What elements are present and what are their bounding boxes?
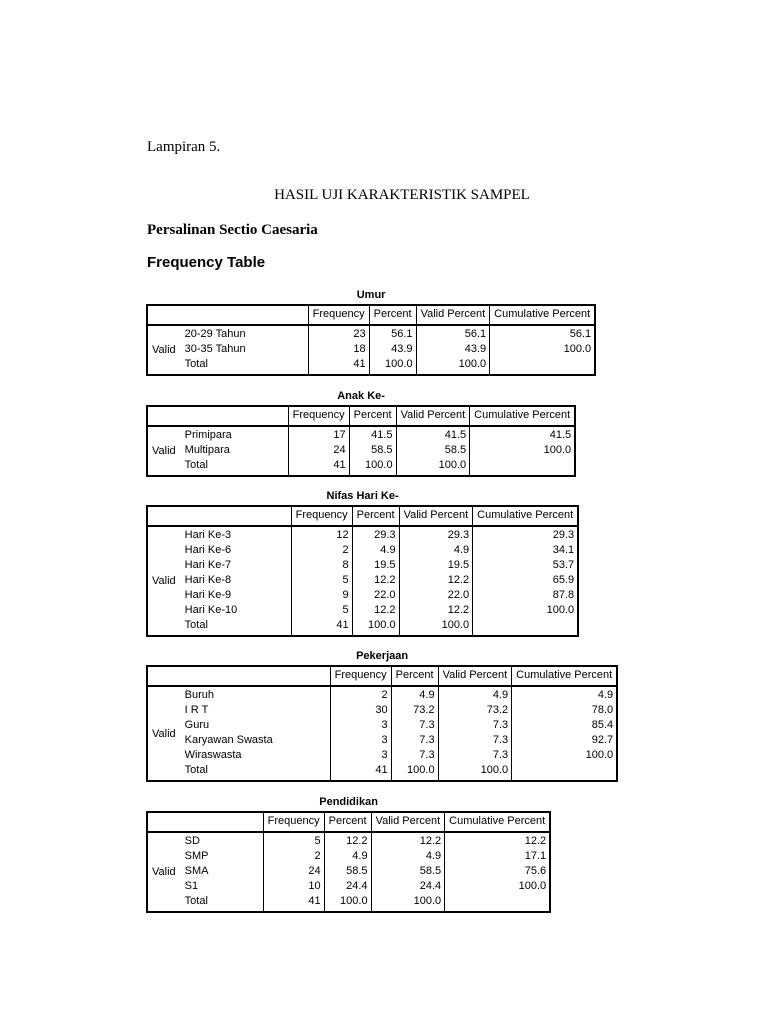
cumulative-percent-cell: 75.6 <box>445 864 551 879</box>
valid-percent-cell: 22.0 <box>399 588 473 603</box>
frequency-table <box>146 304 596 376</box>
valid-percent-cell: 43.9 <box>416 342 490 357</box>
table-row <box>147 748 617 763</box>
valid-label: Valid <box>152 575 176 587</box>
percent-cell: 4.9 <box>352 543 399 558</box>
table-row <box>147 686 617 703</box>
appendix-label: Lampiran 5. <box>147 139 221 155</box>
frequency-cell: 2 <box>263 849 324 864</box>
frequency-cell: 18 <box>308 342 369 357</box>
valid-percent-cell: 4.9 <box>399 543 473 558</box>
total-row <box>147 894 550 912</box>
percent-cell: 100.0 <box>352 618 399 636</box>
valid-percent-cell: 7.3 <box>438 748 512 763</box>
table-title: Anak Ke- <box>337 390 385 402</box>
frequency-cell: 41 <box>330 763 391 781</box>
percent-cell: 4.9 <box>391 686 438 703</box>
percent-cell: 24.4 <box>324 879 371 894</box>
table-row <box>147 543 578 558</box>
column-header: Percent <box>352 506 399 526</box>
table-row <box>147 526 578 543</box>
valid-percent-cell: 12.2 <box>399 603 473 618</box>
column-header: Frequency <box>288 406 349 426</box>
frequency-cell: 17 <box>288 426 349 443</box>
valid-label: Valid <box>152 344 176 356</box>
column-header: Cumulative Percent <box>445 812 551 832</box>
table-row <box>147 603 578 618</box>
frequency-table <box>146 811 551 913</box>
valid-percent-cell: 19.5 <box>399 558 473 573</box>
percent-cell: 12.2 <box>352 603 399 618</box>
frequency-table <box>146 405 576 477</box>
frequency-table-block <box>146 490 579 637</box>
percent-cell: 100.0 <box>369 357 416 375</box>
percent-cell: 7.3 <box>391 718 438 733</box>
percent-cell: 12.2 <box>324 832 371 849</box>
cumulative-percent-cell <box>473 618 579 636</box>
category-label: SMA <box>184 865 209 877</box>
category-label: Total <box>184 895 208 907</box>
category-label: Karyawan Swasta <box>184 734 273 746</box>
frequency-table-block <box>146 796 551 913</box>
frequency-cell: 41 <box>263 894 324 912</box>
cumulative-percent-cell: 53.7 <box>473 558 579 573</box>
cumulative-percent-cell: 78.0 <box>512 703 618 718</box>
table-row <box>147 588 578 603</box>
column-header: Valid Percent <box>416 305 490 325</box>
table-row <box>147 426 575 443</box>
table-row <box>147 733 617 748</box>
cumulative-percent-cell <box>470 458 576 476</box>
column-header: Cumulative Percent <box>470 406 576 426</box>
table-title: Pendidikan <box>319 796 378 808</box>
category-label: Hari Ke-7 <box>184 559 232 571</box>
frequency-cell: 3 <box>330 718 391 733</box>
frequency-cell: 41 <box>291 618 352 636</box>
category-label: SMP <box>184 850 209 862</box>
total-row <box>147 618 578 636</box>
frequency-table-block <box>146 390 576 477</box>
cumulative-percent-cell <box>445 894 551 912</box>
valid-percent-cell: 100.0 <box>399 618 473 636</box>
valid-percent-cell: 7.3 <box>438 733 512 748</box>
table-row <box>147 573 578 588</box>
percent-cell: 58.5 <box>324 864 371 879</box>
valid-percent-cell: 100.0 <box>416 357 490 375</box>
category-label: I R T <box>184 704 209 716</box>
category-label: Buruh <box>184 689 215 701</box>
cumulative-percent-cell: 92.7 <box>512 733 618 748</box>
header-blank-cell <box>147 812 263 832</box>
table-row <box>147 864 550 879</box>
frequency-cell: 5 <box>291 573 352 588</box>
percent-cell: 58.5 <box>349 443 396 458</box>
table-header-row <box>147 506 578 526</box>
column-header: Cumulative Percent <box>490 305 596 325</box>
cumulative-percent-cell: 100.0 <box>512 748 618 763</box>
frequency-cell: 23 <box>308 325 369 342</box>
column-header: Valid Percent <box>399 506 473 526</box>
cumulative-percent-cell: 34.1 <box>473 543 579 558</box>
valid-label: Valid <box>152 866 176 878</box>
header-blank-cell <box>147 666 330 686</box>
valid-percent-cell: 58.5 <box>371 864 445 879</box>
column-header: Frequency <box>308 305 369 325</box>
cumulative-percent-cell: 29.3 <box>473 526 579 543</box>
percent-cell: 7.3 <box>391 748 438 763</box>
percent-cell: 73.2 <box>391 703 438 718</box>
percent-cell: 56.1 <box>369 325 416 342</box>
valid-label: Valid <box>152 445 176 457</box>
table-title: Pekerjaan <box>356 650 409 662</box>
total-row <box>147 357 595 375</box>
percent-cell: 41.5 <box>349 426 396 443</box>
frequency-cell: 8 <box>291 558 352 573</box>
frequency-cell: 12 <box>291 526 352 543</box>
table-header-row <box>147 305 595 325</box>
category-label: Total <box>184 358 208 370</box>
valid-percent-cell: 4.9 <box>371 849 445 864</box>
frequency-table-block <box>146 289 596 376</box>
frequency-table <box>146 665 618 782</box>
cumulative-percent-cell: 100.0 <box>445 879 551 894</box>
frequency-cell: 5 <box>263 832 324 849</box>
column-header: Valid Percent <box>438 666 512 686</box>
column-header: Percent <box>324 812 371 832</box>
percent-cell: 4.9 <box>324 849 371 864</box>
frequency-table-heading: Frequency Table <box>147 254 266 271</box>
category-label: S1 <box>184 880 199 892</box>
frequency-cell: 24 <box>288 443 349 458</box>
frequency-cell: 30 <box>330 703 391 718</box>
cumulative-percent-cell: 100.0 <box>473 603 579 618</box>
category-label: Wiraswasta <box>184 749 242 761</box>
valid-percent-cell: 100.0 <box>396 458 470 476</box>
table-row <box>147 879 550 894</box>
category-label: Primipara <box>184 429 232 441</box>
category-label: Total <box>184 764 208 776</box>
cumulative-percent-cell: 100.0 <box>490 342 596 357</box>
percent-cell: 43.9 <box>369 342 416 357</box>
category-label: 30-35 Tahun <box>184 343 246 355</box>
table-row <box>147 703 617 718</box>
cumulative-percent-cell: 12.2 <box>445 832 551 849</box>
percent-cell: 12.2 <box>352 573 399 588</box>
frequency-cell: 2 <box>330 686 391 703</box>
valid-percent-cell: 7.3 <box>438 718 512 733</box>
category-label: Hari Ke-9 <box>184 589 232 601</box>
valid-percent-cell: 73.2 <box>438 703 512 718</box>
cumulative-percent-cell: 17.1 <box>445 849 551 864</box>
cumulative-percent-cell: 41.5 <box>470 426 576 443</box>
cumulative-percent-cell: 85.4 <box>512 718 618 733</box>
cumulative-percent-cell: 65.9 <box>473 573 579 588</box>
percent-cell: 7.3 <box>391 733 438 748</box>
valid-percent-cell: 100.0 <box>438 763 512 781</box>
valid-percent-cell: 58.5 <box>396 443 470 458</box>
valid-percent-cell: 24.4 <box>371 879 445 894</box>
frequency-cell: 41 <box>288 458 349 476</box>
frequency-cell: 9 <box>291 588 352 603</box>
table-header-row <box>147 812 550 832</box>
percent-cell: 19.5 <box>352 558 399 573</box>
category-label: Hari Ke-6 <box>184 544 232 556</box>
percent-cell: 22.0 <box>352 588 399 603</box>
percent-cell: 100.0 <box>391 763 438 781</box>
column-header: Percent <box>391 666 438 686</box>
frequency-cell: 2 <box>291 543 352 558</box>
column-header: Cumulative Percent <box>512 666 618 686</box>
table-row <box>147 558 578 573</box>
frequency-table-block <box>146 650 618 782</box>
table-title: Umur <box>356 289 386 301</box>
column-header: Percent <box>369 305 416 325</box>
frequency-table <box>146 505 579 637</box>
category-label: SD <box>184 835 200 847</box>
table-row <box>147 832 550 849</box>
valid-percent-cell: 12.2 <box>399 573 473 588</box>
percent-cell: 100.0 <box>324 894 371 912</box>
cumulative-percent-cell <box>512 763 618 781</box>
cumulative-percent-cell: 100.0 <box>470 443 576 458</box>
category-label: 20-29 Tahun <box>184 328 246 340</box>
percent-cell: 29.3 <box>352 526 399 543</box>
valid-percent-cell: 100.0 <box>371 894 445 912</box>
table-row <box>147 342 595 357</box>
frequency-cell: 3 <box>330 748 391 763</box>
valid-percent-cell: 12.2 <box>371 832 445 849</box>
table-header-row <box>147 406 575 426</box>
category-label: Hari Ke-3 <box>184 529 232 541</box>
category-label: Hari Ke-10 <box>184 604 238 616</box>
column-header: Percent <box>349 406 396 426</box>
category-label: Guru <box>184 719 210 731</box>
frequency-cell: 10 <box>263 879 324 894</box>
category-label: Total <box>184 619 208 631</box>
valid-percent-cell: 56.1 <box>416 325 490 342</box>
column-header: Valid Percent <box>396 406 470 426</box>
table-title: Nifas Hari Ke- <box>326 490 399 502</box>
table-header-row <box>147 666 617 686</box>
cumulative-percent-cell: 87.8 <box>473 588 579 603</box>
column-header: Cumulative Percent <box>473 506 579 526</box>
header-blank-cell <box>147 406 288 426</box>
valid-percent-cell: 41.5 <box>396 426 470 443</box>
total-row <box>147 763 617 781</box>
table-row <box>147 849 550 864</box>
header-blank-cell <box>147 506 291 526</box>
table-row <box>147 325 595 342</box>
frequency-cell: 3 <box>330 733 391 748</box>
table-row <box>147 443 575 458</box>
cumulative-percent-cell: 4.9 <box>512 686 618 703</box>
valid-label: Valid <box>152 727 176 740</box>
valid-percent-cell: 29.3 <box>399 526 473 543</box>
header-blank-cell <box>147 305 308 325</box>
frequency-cell: 41 <box>308 357 369 375</box>
valid-percent-cell: 4.9 <box>438 686 512 703</box>
page-title: HASIL UJI KARAKTERISTIK SAMPEL <box>274 187 530 203</box>
cumulative-percent-cell: 56.1 <box>490 325 596 342</box>
cumulative-percent-cell <box>490 357 596 375</box>
category-label: Multipara <box>184 444 230 456</box>
category-label: Total <box>184 459 208 471</box>
column-header: Valid Percent <box>371 812 445 832</box>
total-row <box>147 458 575 476</box>
frequency-cell: 24 <box>263 864 324 879</box>
section-subtitle: Persalinan Sectio Caesaria <box>147 222 318 238</box>
frequency-cell: 5 <box>291 603 352 618</box>
category-label: Hari Ke-8 <box>184 574 232 586</box>
column-header: Frequency <box>291 506 352 526</box>
column-header: Frequency <box>330 666 391 686</box>
column-header: Frequency <box>263 812 324 832</box>
percent-cell: 100.0 <box>349 458 396 476</box>
table-row <box>147 718 617 733</box>
